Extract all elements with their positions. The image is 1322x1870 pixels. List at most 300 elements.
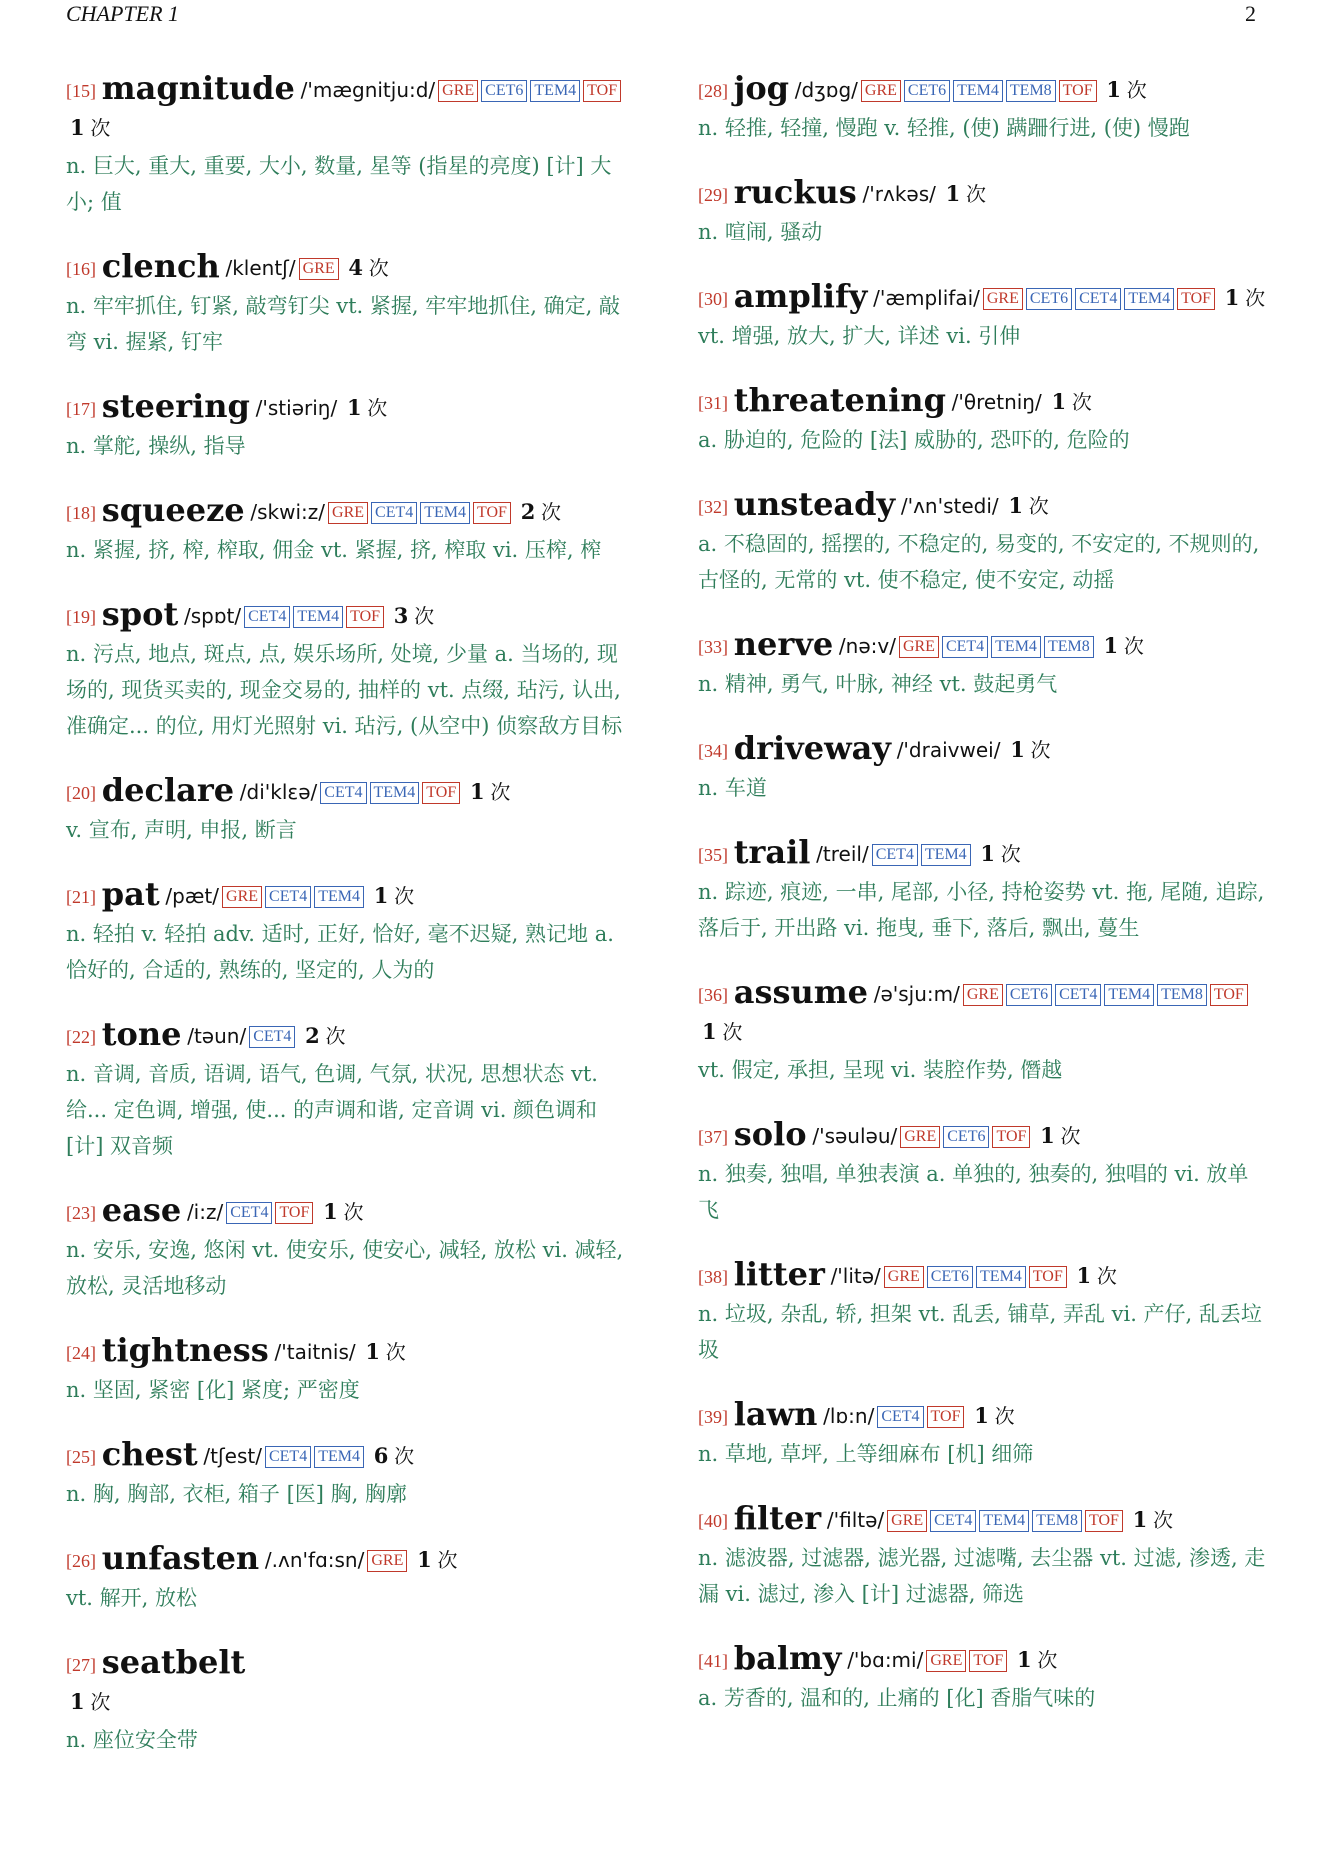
exam-tag: CET4 — [877, 1406, 923, 1428]
exam-tag: TEM4 — [953, 80, 1003, 102]
occurrence-unit: 次 — [490, 780, 511, 804]
occurrence-unit: 次 — [325, 1024, 346, 1048]
headword: declare — [101, 771, 235, 809]
occurrence-unit: 次 — [1030, 738, 1051, 762]
vocab-entry — [698, 1396, 1268, 1472]
headword: nerve — [733, 625, 834, 663]
occurrence-unit: 次 — [1000, 842, 1021, 866]
entry-number: [19] — [66, 607, 96, 627]
headword: spot — [101, 595, 179, 633]
occurrence-unit: 次 — [1037, 1648, 1058, 1672]
entry-headline — [66, 596, 636, 636]
occurrence-unit: 次 — [1126, 78, 1147, 102]
vocab-entry — [66, 1332, 636, 1408]
exam-tags — [317, 783, 460, 804]
occurrence-count: 1 — [1040, 1123, 1055, 1148]
phonetic: /treil/ — [816, 842, 869, 866]
exam-tag: TEM4 — [530, 80, 580, 102]
exam-tag: GRE — [367, 1550, 407, 1572]
exam-tag: GRE — [299, 258, 339, 280]
vocab-entry — [698, 382, 1268, 458]
exam-tag: GRE — [328, 502, 368, 524]
entry-headline — [698, 626, 1268, 666]
headword: pat — [101, 875, 160, 913]
entry-number: [31] — [698, 393, 728, 413]
phonetic: /'stiəriŋ/ — [255, 396, 338, 420]
entry-number: [25] — [66, 1447, 96, 1467]
phonetic: /spɒt/ — [183, 604, 242, 628]
exam-tag: GRE — [900, 1126, 940, 1148]
vocab-entry — [66, 248, 636, 360]
occurrence-unit: 次 — [367, 396, 388, 420]
entry-number: [20] — [66, 783, 96, 803]
occurrence-unit: 次 — [541, 500, 562, 524]
occurrence-unit: 次 — [1096, 1264, 1117, 1288]
entry-headline — [698, 1500, 1268, 1540]
definition: n. 巨大, 重大, 重要, 大小, 数量, 星等 (指星的亮度) [计] 大小; 值 — [66, 154, 612, 214]
exam-tag: TOF — [473, 502, 511, 524]
definition: vt. 增强, 放大, 扩大, 详述 vi. 引伸 — [698, 324, 1021, 348]
definition: n. 掌舵, 操纵, 指导 — [66, 434, 246, 458]
entry-number: [16] — [66, 259, 96, 279]
entry-number: [41] — [698, 1651, 728, 1671]
occurrence-count: 1 — [417, 1547, 432, 1572]
vocab-entry — [66, 876, 636, 988]
entry-number: [34] — [698, 741, 728, 761]
occurrence-unit: 次 — [343, 1200, 364, 1224]
occurrence-unit: 次 — [90, 116, 111, 140]
entry-number: [40] — [698, 1511, 728, 1531]
definition: a. 芳香的, 温和的, 止痛的 [化] 香脂气味的 — [698, 1686, 1096, 1710]
exam-tag: CET6 — [904, 80, 950, 102]
exam-tag: CET6 — [481, 80, 527, 102]
page-header — [66, 0, 1256, 28]
headword: litter — [733, 1255, 825, 1293]
definition: a. 不稳固的, 摇摆的, 不稳定的, 易变的, 不安定的, 不规则的, 古怪的, 无常的 vt. 使不稳定, 使不安定, 动摇 — [698, 532, 1260, 592]
definition: n. 草地, 草坪, 上等细麻布 [机] 细筛 — [698, 1442, 1034, 1466]
headword: tightness — [101, 1331, 269, 1369]
phonetic: /klentʃ/ — [225, 256, 296, 280]
vocab-entry — [698, 1116, 1268, 1228]
definition: n. 牢牢抓住, 钉紧, 敲弯钉尖 vt. 紧握, 牢牢地抓住, 确定, 敲弯 vi. 握紧, 钉牢 — [66, 294, 620, 354]
definition: vt. 假定, 承担, 呈现 vi. 装腔作势, 僭越 — [698, 1058, 1063, 1082]
phonetic: /di'klεə/ — [239, 780, 318, 804]
entry-headline — [66, 248, 636, 288]
entry-headline — [66, 70, 636, 148]
occurrence-count: 1 — [373, 883, 389, 908]
occurrence-unit: 次 — [385, 1340, 406, 1364]
headword: driveway — [733, 729, 891, 767]
exam-tags — [435, 81, 621, 102]
entry-headline — [698, 174, 1268, 214]
occurrence-count: 1 — [702, 1019, 717, 1044]
exam-tag: TEM4 — [976, 1266, 1026, 1288]
occurrence-count: 1 — [945, 181, 961, 206]
exam-tags — [219, 887, 364, 908]
phonetic: /nə:v/ — [838, 634, 896, 658]
phonetic: /skwi:z/ — [250, 500, 326, 524]
definition: n. 轻推, 轻撞, 慢跑 v. 轻推, (使) 蹒跚行进, (使) 慢跑 — [698, 116, 1190, 140]
exam-tag: GRE — [963, 984, 1003, 1006]
exam-tag: GRE — [438, 80, 478, 102]
vocab-entry — [698, 1500, 1268, 1612]
occurrence-unit: 次 — [394, 884, 415, 908]
exam-tag: CET4 — [249, 1026, 295, 1048]
exam-tags — [858, 81, 1097, 102]
definition: n. 座位安全带 — [66, 1728, 198, 1752]
entry-headline — [66, 1016, 636, 1056]
occurrence-unit: 次 — [1028, 494, 1049, 518]
occurrence-unit: 次 — [90, 1690, 111, 1714]
definition: n. 独奏, 独唱, 单独表演 a. 单独的, 独奏的, 独唱的 vi. 放单飞 — [698, 1162, 1249, 1222]
entry-headline — [698, 1396, 1268, 1436]
vocab-entry — [66, 772, 636, 848]
exam-tag: GRE — [887, 1510, 927, 1532]
entry-headline — [698, 1640, 1268, 1680]
vocab-entry — [698, 974, 1268, 1088]
entry-headline — [698, 834, 1268, 874]
exam-tag: TEM4 — [314, 886, 364, 908]
entry-number: [30] — [698, 289, 728, 309]
entry-number: [36] — [698, 985, 728, 1005]
exam-tag: TOF — [1029, 1266, 1067, 1288]
vocab-entry — [698, 70, 1268, 146]
exam-tag: TOF — [927, 1406, 965, 1428]
occurrence-unit: 次 — [368, 256, 389, 280]
entry-headline — [66, 772, 636, 812]
exam-tag: CET4 — [942, 636, 988, 658]
definition: n. 喧闹, 骚动 — [698, 220, 823, 244]
exam-tags — [896, 637, 1094, 658]
vocab-entry — [66, 1540, 636, 1616]
definition: n. 音调, 音质, 语调, 语气, 色调, 气氛, 状况, 思想状态 vt. 给... 定色调, 增强, 使... 的声调和谐, 定音调 vi. 颜色调和 [计] 双音频 — [66, 1062, 598, 1158]
exam-tag: TEM4 — [991, 636, 1041, 658]
exam-tags — [325, 503, 511, 524]
vocab-entry — [698, 626, 1268, 702]
vocab-entry — [698, 730, 1268, 806]
entry-number: [37] — [698, 1127, 728, 1147]
phonetic: /ə'sju:m/ — [873, 982, 960, 1006]
occurrence-count: 1 — [1010, 737, 1025, 762]
exam-tags — [364, 1551, 407, 1572]
exam-tags — [223, 1203, 313, 1224]
exam-tag: CET4 — [320, 782, 366, 804]
exam-tag: TEM4 — [370, 782, 420, 804]
occurrence-unit: 次 — [437, 1548, 458, 1572]
exam-tag: CET6 — [927, 1266, 973, 1288]
exam-tag: TEM8 — [1044, 636, 1094, 658]
left-column — [66, 70, 636, 1786]
headword: filter — [733, 1499, 822, 1537]
entry-headline — [66, 492, 636, 532]
vocab-entry — [66, 1192, 636, 1304]
entry-number: [17] — [66, 399, 96, 419]
exam-tags — [296, 259, 339, 280]
exam-tags — [980, 289, 1215, 310]
exam-tag: TEM8 — [1006, 80, 1056, 102]
entry-number: [38] — [698, 1267, 728, 1287]
exam-tag: TEM4 — [1104, 984, 1154, 1006]
occurrence-count: 2 — [520, 499, 536, 524]
exam-tag: TOF — [422, 782, 460, 804]
exam-tag: CET4 — [265, 1446, 311, 1468]
entry-number: [24] — [66, 1343, 96, 1363]
definition: vt. 解开, 放松 — [66, 1586, 198, 1610]
entry-headline — [66, 1644, 636, 1722]
vocab-entry — [66, 492, 636, 568]
occurrence-count: 1 — [346, 395, 362, 420]
exam-tag: TEM4 — [293, 606, 343, 628]
exam-tag: TOF — [1085, 1510, 1123, 1532]
right-column — [698, 70, 1268, 1744]
occurrence-unit: 次 — [994, 1404, 1015, 1428]
exam-tag: TOF — [1059, 80, 1097, 102]
exam-tag: CET6 — [943, 1126, 989, 1148]
entry-number: [32] — [698, 497, 728, 517]
occurrence-unit: 次 — [1060, 1124, 1081, 1148]
exam-tag: TEM8 — [1032, 1510, 1082, 1532]
headword: steering — [101, 387, 250, 425]
occurrence-count: 1 — [70, 1689, 85, 1714]
entry-headline — [698, 974, 1268, 1052]
vocab-entry — [66, 70, 636, 220]
phonetic: /'mægnitju:d/ — [300, 78, 436, 102]
headword: magnitude — [101, 69, 295, 107]
entry-number: [15] — [66, 81, 96, 101]
definition: v. 宣布, 声明, 申报, 断言 — [66, 818, 297, 842]
entry-headline — [66, 876, 636, 916]
phonetic: /'draivwei/ — [896, 738, 1001, 762]
exam-tag: CET4 — [930, 1510, 976, 1532]
entry-headline — [698, 730, 1268, 770]
headword: trail — [733, 833, 811, 871]
occurrence-unit: 次 — [965, 182, 986, 206]
entry-number: [26] — [66, 1551, 96, 1571]
definition: n. 踪迹, 痕迹, 一串, 尾部, 小径, 持枪姿势 vt. 拖, 尾随, 追踪, 落后于, 开出路 vi. 拖曳, 垂下, 落后, 飘出, 蔓生 — [698, 880, 1265, 940]
occurrence-count: 4 — [348, 255, 363, 280]
definition: n. 垃圾, 杂乱, 轿, 担架 vt. 乱丢, 铺草, 弄乱 vi. 产仔, 乱丢垃圾 — [698, 1302, 1262, 1362]
entry-headline — [698, 70, 1268, 110]
exam-tag: GRE — [983, 288, 1023, 310]
exam-tag: GRE — [222, 886, 262, 908]
exam-tag: CET4 — [1075, 288, 1121, 310]
headword: solo — [733, 1115, 807, 1153]
occurrence-unit: 次 — [1071, 390, 1092, 414]
exam-tag: TEM4 — [921, 844, 971, 866]
exam-tags — [897, 1127, 1030, 1148]
exam-tags — [874, 1407, 964, 1428]
exam-tag: CET6 — [1006, 984, 1052, 1006]
exam-tags — [262, 1447, 364, 1468]
phonetic: /'ʌn'stedi/ — [900, 494, 999, 518]
vocab-entry — [698, 174, 1268, 250]
entry-number: [23] — [66, 1203, 96, 1223]
definition: n. 胸, 胸部, 衣柜, 箱子 [医] 胸, 胸廓 — [66, 1482, 408, 1506]
phonetic: /təun/ — [187, 1024, 247, 1048]
vocab-entry — [66, 1016, 636, 1164]
occurrence-count: 1 — [1132, 1507, 1148, 1532]
headword: assume — [733, 973, 868, 1011]
occurrence-count: 6 — [373, 1443, 389, 1468]
occurrence-count: 3 — [393, 603, 409, 628]
phonetic: /'səuləu/ — [812, 1124, 898, 1148]
entry-headline — [66, 1192, 636, 1232]
entry-number: [18] — [66, 503, 96, 523]
vocab-entry — [66, 388, 636, 464]
entry-headline — [698, 1116, 1268, 1156]
occurrence-count: 1 — [1051, 389, 1067, 414]
definition: n. 坚固, 紧密 [化] 紧度; 严密度 — [66, 1378, 360, 1402]
entry-number: [29] — [698, 185, 728, 205]
exam-tags — [881, 1267, 1067, 1288]
vocab-entry — [698, 486, 1268, 598]
entry-headline — [698, 382, 1268, 422]
phonetic: /'θretniŋ/ — [951, 390, 1042, 414]
entry-headline — [698, 1256, 1268, 1296]
occurrence-count: 1 — [365, 1339, 380, 1364]
occurrence-count: 1 — [1103, 633, 1119, 658]
definition: n. 污点, 地点, 斑点, 点, 娱乐场所, 处境, 少量 a. 当场的, 现场的, 现货买卖的, 现金交易的, 抽样的 vt. 点缀, 玷污, 认出, 准确定... 的位, 用灯光照射 vi. 玷污, (从空中) 侦察敌方目标 — [66, 642, 623, 738]
occurrence-count: 1 — [323, 1199, 338, 1224]
headword: ease — [101, 1191, 182, 1229]
exam-tag: CET4 — [872, 844, 918, 866]
vocab-entry — [698, 834, 1268, 946]
phonetic: /.ʌn'fɑ:sn/ — [264, 1548, 365, 1572]
exam-tag: TEM4 — [420, 502, 470, 524]
headword: unfasten — [101, 1539, 260, 1577]
exam-tag: CET4 — [244, 606, 290, 628]
phonetic: /'rʌkəs/ — [862, 182, 936, 206]
definition: n. 紧握, 挤, 榨, 榨取, 佣金 vt. 紧握, 挤, 榨取 vi. 压榨, 榨 — [66, 538, 602, 562]
occurrence-count: 1 — [1017, 1647, 1032, 1672]
phonetic: /'taitnis/ — [274, 1340, 356, 1364]
definition: n. 滤波器, 过滤器, 滤光器, 过滤嘴, 去尘器 vt. 过滤, 渗透, 走漏 vi. 滤过, 渗入 [计] 过滤器, 筛选 — [698, 1546, 1266, 1606]
exam-tag: TEM8 — [1157, 984, 1207, 1006]
vocab-entry — [698, 278, 1268, 354]
phonetic: /i:z/ — [186, 1200, 224, 1224]
headword: threatening — [733, 381, 946, 419]
headword: amplify — [733, 277, 868, 315]
exam-tag: CET4 — [226, 1202, 272, 1224]
exam-tag: CET4 — [1055, 984, 1101, 1006]
occurrence-count: 1 — [1106, 77, 1121, 102]
headword: unsteady — [733, 485, 896, 523]
headword: lawn — [733, 1395, 818, 1433]
exam-tag: CET6 — [1026, 288, 1072, 310]
occurrence-unit: 次 — [1152, 1508, 1173, 1532]
exam-tag: GRE — [926, 1650, 966, 1672]
exam-tag: TOF — [1177, 288, 1215, 310]
entry-headline — [66, 1540, 636, 1580]
vocab-entry — [66, 1644, 636, 1758]
entry-number: [28] — [698, 81, 728, 101]
occurrence-count: 1 — [469, 779, 485, 804]
phonetic: /dʒɒg/ — [794, 78, 858, 102]
occurrence-unit: 次 — [722, 1020, 743, 1044]
headword: seatbelt — [101, 1643, 246, 1681]
exam-tag: TOF — [1210, 984, 1248, 1006]
phonetic: /'filtə/ — [826, 1508, 885, 1532]
vocab-entry — [698, 1640, 1268, 1716]
exam-tag: GRE — [884, 1266, 924, 1288]
exam-tags — [869, 845, 971, 866]
headword: clench — [101, 247, 220, 285]
occurrence-unit: 次 — [394, 1444, 415, 1468]
exam-tags — [241, 607, 384, 628]
headword: tone — [101, 1015, 182, 1053]
phonetic: /pæt/ — [165, 884, 220, 908]
headword: balmy — [733, 1639, 842, 1677]
exam-tag: CET4 — [371, 502, 417, 524]
entry-number: [22] — [66, 1027, 96, 1047]
page-number: 2 — [1245, 1, 1256, 26]
entry-headline — [698, 486, 1268, 526]
exam-tags — [884, 1511, 1123, 1532]
entry-number: [27] — [66, 1655, 96, 1675]
entry-headline — [66, 388, 636, 428]
definition: n. 车道 — [698, 776, 767, 800]
headword: jog — [733, 69, 790, 107]
occurrence-count: 2 — [305, 1023, 320, 1048]
phonetic: /'litə/ — [830, 1264, 881, 1288]
occurrence-unit: 次 — [1245, 286, 1266, 310]
definition: n. 精神, 勇气, 叶脉, 神经 vt. 鼓起勇气 — [698, 672, 1058, 696]
vocab-entry — [698, 1256, 1268, 1368]
exam-tags — [960, 985, 1248, 1006]
occurrence-unit: 次 — [414, 604, 435, 628]
exam-tag: TOF — [583, 80, 621, 102]
entry-number: [39] — [698, 1407, 728, 1427]
occurrence-count: 1 — [974, 1403, 989, 1428]
occurrence-count: 1 — [980, 841, 996, 866]
entry-number: [21] — [66, 887, 96, 907]
vocab-entry — [66, 1436, 636, 1512]
occurrence-count: 1 — [1076, 1263, 1092, 1288]
definition: a. 胁迫的, 危险的 [法] 威胁的, 恐吓的, 危险的 — [698, 428, 1130, 452]
headword: ruckus — [733, 173, 857, 211]
phonetic: /'æmplifai/ — [873, 286, 980, 310]
chapter-title: CHAPTER 1 — [66, 1, 180, 26]
exam-tag: TEM4 — [1124, 288, 1174, 310]
entry-headline — [66, 1332, 636, 1372]
occurrence-count: 1 — [70, 115, 85, 140]
exam-tag: TEM4 — [979, 1510, 1029, 1532]
exam-tags — [246, 1027, 295, 1048]
phonetic: /'bɑ:mi/ — [847, 1648, 924, 1672]
occurrence-count: 1 — [1224, 285, 1240, 310]
phonetic: /tʃest/ — [203, 1444, 262, 1468]
headword: squeeze — [101, 491, 245, 529]
exam-tag: TOF — [969, 1650, 1007, 1672]
entry-number: [33] — [698, 637, 728, 657]
definition: n. 安乐, 安逸, 悠闲 vt. 使安乐, 使安心, 减轻, 放松 vi. 减轻, 放松, 灵活地移动 — [66, 1238, 624, 1298]
phonetic: /lɒ:n/ — [823, 1404, 875, 1428]
entry-number: [35] — [698, 845, 728, 865]
exam-tag: GRE — [861, 80, 901, 102]
headword: chest — [101, 1435, 198, 1473]
occurrence-unit: 次 — [1123, 634, 1144, 658]
exam-tag: CET4 — [265, 886, 311, 908]
occurrence-count: 1 — [1008, 493, 1024, 518]
entry-headline — [698, 278, 1268, 318]
exam-tag: TEM4 — [314, 1446, 364, 1468]
exam-tags — [923, 1651, 1007, 1672]
exam-tag: TOF — [992, 1126, 1030, 1148]
exam-tag: GRE — [899, 636, 939, 658]
exam-tag: TOF — [346, 606, 384, 628]
exam-tag: TOF — [275, 1202, 313, 1224]
entry-headline — [66, 1436, 636, 1476]
